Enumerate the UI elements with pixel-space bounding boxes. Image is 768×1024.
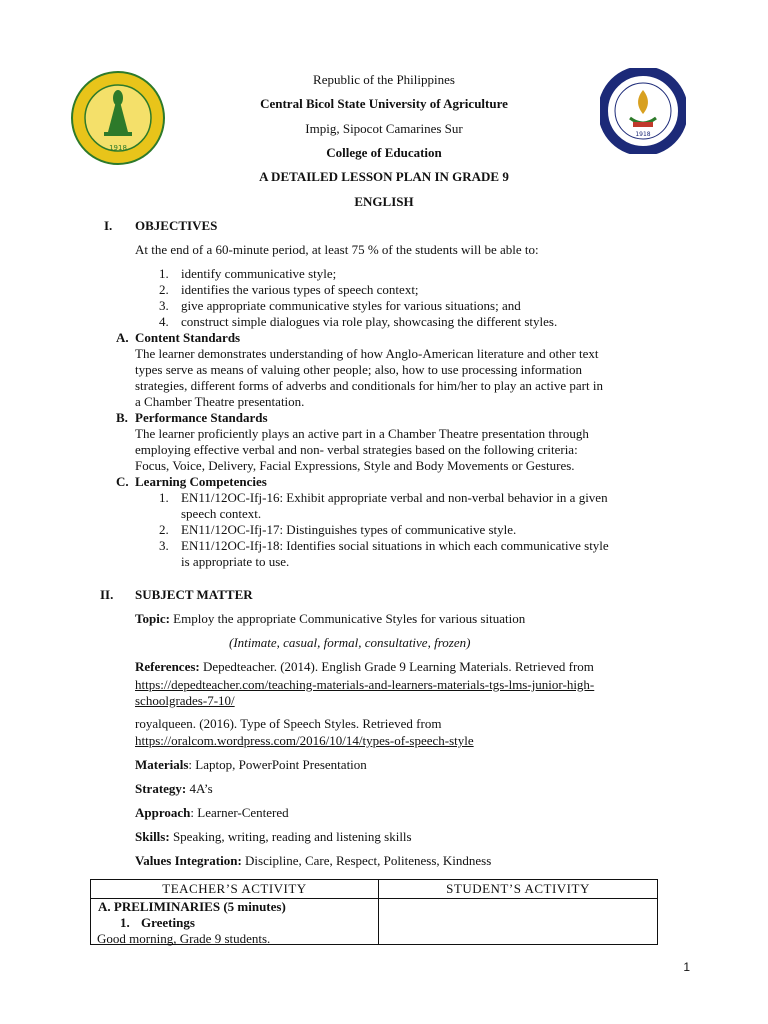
objective-item: identify communicative style; [181,266,337,281]
competency-number: 1. [159,490,169,505]
page-number: 1 [683,960,690,974]
materials-row [135,757,367,773]
reference-link-2[interactable]: https://oralcom.wordpress.com/2016/10/14/types-of-speech-style [135,733,474,748]
competency-line: EN11/12OC-Ifj-17: Distinguishes types of communicative style. [181,522,517,537]
university-name: Central Bicol State University of Agriculture [260,96,508,111]
competency-line: speech context. [181,506,262,521]
objective-number: 3. [159,298,169,313]
objectives-heading: OBJECTIVES [135,218,218,233]
greetings-number: 1. [120,915,130,930]
content-standards-heading: Content Standards [135,330,241,345]
subject-title: ENGLISH [354,194,414,209]
values-label: Values Integration: [135,853,242,868]
content-standards-line: strategies, different forms of adverbs and conditionals for him/her to play an active part in [135,378,603,393]
materials-text: : Laptop, PowerPoint Presentation [188,757,367,772]
references-row [135,659,594,675]
student-activity-header: STUDENT’S ACTIVITY [446,881,590,896]
college-name: College of Education [326,145,442,160]
competency-number: 3. [159,538,169,553]
performance-standards-line: employing effective verbal and non- verbal strategies based on the following criteria: [135,442,578,457]
right-seal-year: 1918 [635,131,651,138]
approach-text: : Learner-Centered [190,805,289,820]
left-seal-year: 1918 [109,144,127,152]
strategy-label: Strategy: [135,781,187,796]
objective-number: 4. [159,314,169,329]
reference-2-text: royalqueen. (2016). Type of Speech Styles. Retrieved from [135,716,442,731]
topic-subtext: (Intimate, casual, formal, consultative, frozen) [229,635,471,650]
topic-text: Employ the appropriate Communicative Styles for various situation [173,611,526,626]
section-numeral-2: II. [100,587,114,602]
reference-link-1[interactable]: https://depedteacher.com/teaching-materials-and-learners-materials-tgs-lms-junior-high- [135,677,595,692]
competency-line: EN11/12OC-Ifj-18: Identifies social situations in which each communicative style [181,538,609,553]
topic-row [135,611,525,627]
reference-link-1-cont[interactable]: schoolgrades-7-10/ [135,693,235,708]
objective-item: construct simple dialogues via role play, showcasing the different styles. [181,314,558,329]
strategy-row [135,781,213,797]
performance-standards-line: The learner proficiently plays an active part in a Chamber Theatre presentation through [135,426,589,441]
content-standards-line: types serve as means of valuing other people; also, how to use processing information [135,362,582,377]
performance-standards-letter: B. [116,410,128,425]
references-text: Depedteacher. (2014). English Grade 9 Learning Materials. Retrieved from [202,659,594,674]
values-text: Discipline, Care, Respect, Politeness, Kindness [245,853,492,868]
objective-number: 1. [159,266,169,281]
republic-line: Republic of the Philippines [313,72,455,87]
performance-standards-line: Focus, Voice, Delivery, Facial Expressions, Style and Body Movements or Gestures. [135,458,575,473]
content-standards-line: a Chamber Theatre presentation. [135,394,305,409]
objective-item: identifies the various types of speech context; [181,282,419,297]
content-standards-line: The learner demonstrates understanding of how Anglo-American literature and other text [135,346,599,361]
competency-line: is appropriate to use. [181,554,290,569]
performance-standards-heading: Performance Standards [135,410,268,425]
preliminaries-heading: A. PRELIMINARIES (5 minutes) [98,899,286,914]
section-numeral-1: I. [104,218,113,233]
skills-row [135,829,412,845]
values-row [135,853,491,869]
references-label: References: [135,659,200,674]
objective-number: 2. [159,282,169,297]
strategy-text: 4A’s [189,781,213,796]
skills-label: Skills: [135,829,170,844]
greeting-line: Good morning, Grade 9 students. [97,931,271,946]
document-title: A DETAILED LESSON PLAN IN GRADE 9 [259,169,509,184]
activity-table [90,879,658,945]
materials-label: Materials [135,757,189,772]
university-address: Impig, Sipocot Camarines Sur [305,121,463,136]
learning-competencies-letter: C. [116,474,129,489]
objectives-intro: At the end of a 60-minute period, at least 75 % of the students will be able to: [135,242,539,257]
subject-matter-heading: SUBJECT MATTER [135,587,253,602]
competency-number: 2. [159,522,169,537]
approach-row [135,805,289,821]
objective-item: give appropriate communicative styles for various situations; and [181,298,521,313]
competency-line: EN11/12OC-Ifj-16: Exhibit appropriate verbal and non-verbal behavior in a given [181,490,608,505]
approach-label: Approach [135,805,191,820]
topic-label: Topic: [135,611,170,626]
teacher-activity-header: TEACHER’S ACTIVITY [162,881,307,896]
content-standards-letter: A. [116,330,129,345]
greetings-heading: Greetings [141,915,195,930]
learning-competencies-heading: Learning Competencies [135,474,267,489]
skills-text: Speaking, writing, reading and listening skills [172,829,412,844]
